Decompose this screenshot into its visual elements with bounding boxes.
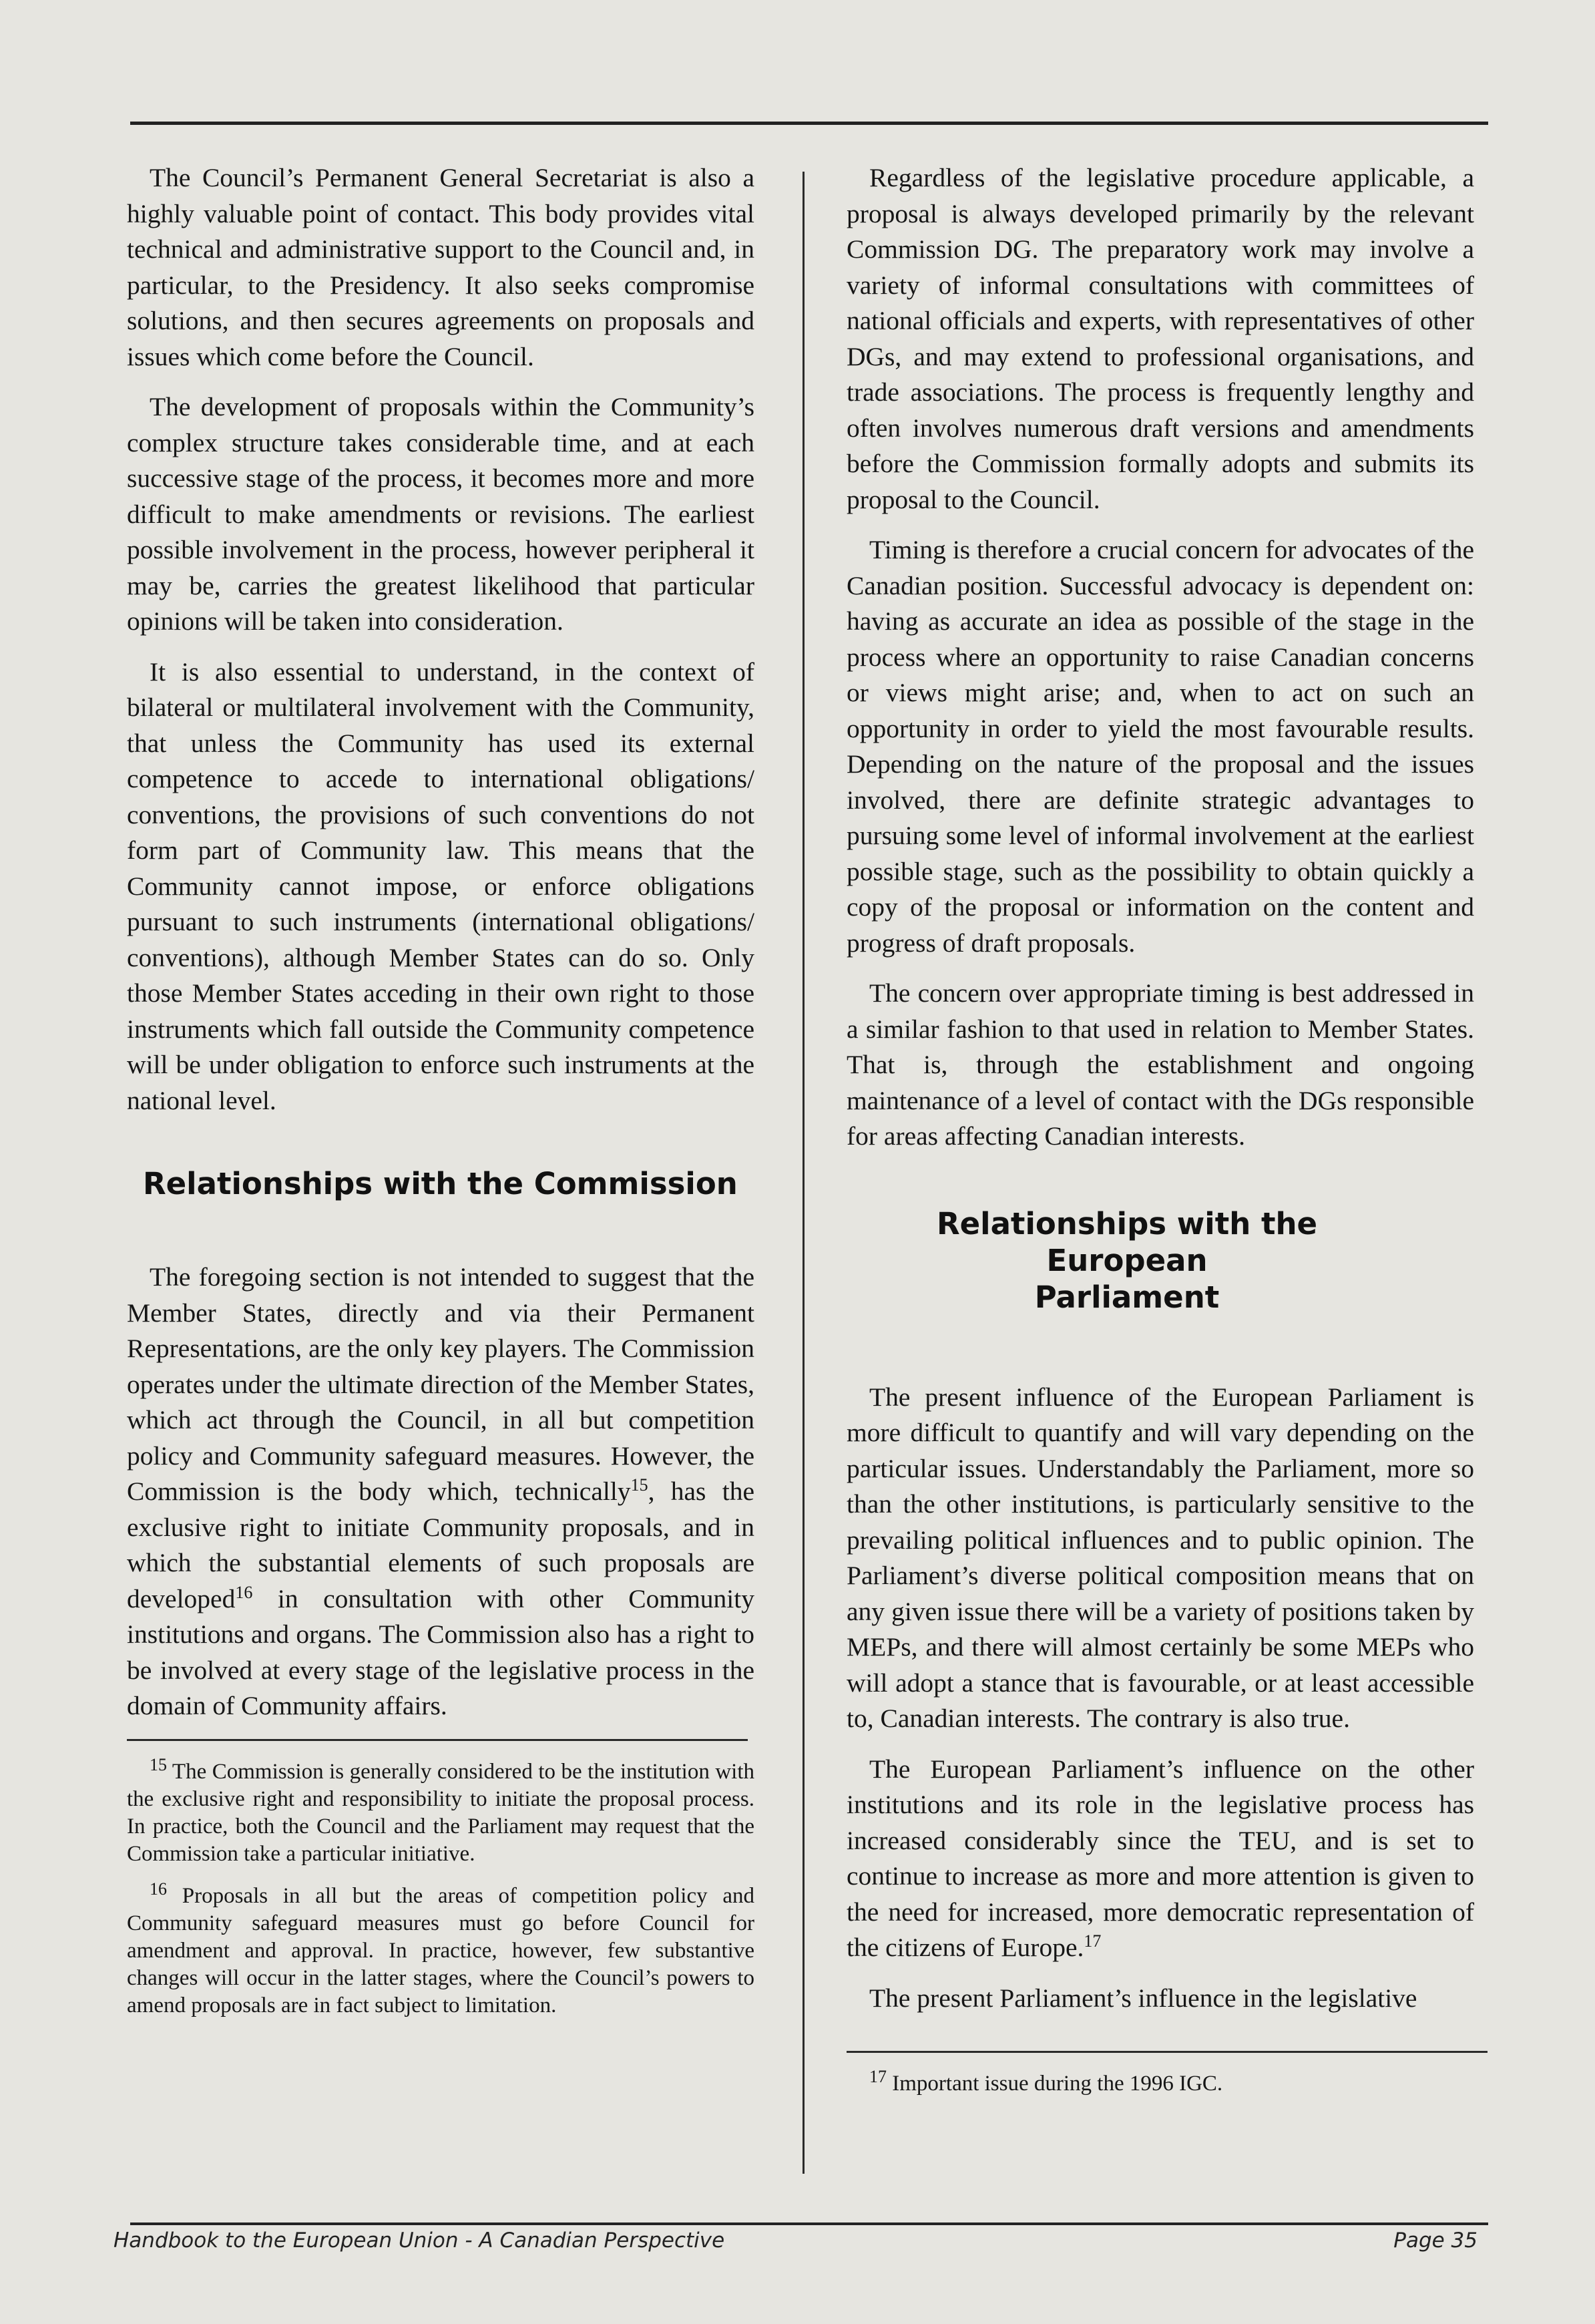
paragraph: The foregoing section is not intended to suggest that the Member States, directly and via their Permanent Representations, are the only key players. The Commission operates under the ultimate direction of the Member States, which act through the Council, in all but competition policy and Community safeguard measures. However, the Commission is the body which, technically$^{15}$, has the exclusive right to initiate Community proposals, and in which the substantial elements of such proposals are developed$^{16}$ in consultation with other Community institutions and organs. The Commission also has a right to be involved at every stage of the legislative process in the domain of Community affairs. [127,1262,754,1720]
right-column [847,160,1474,2112]
paragraph: The present Parliament’s influence in the legislative [869,1983,1417,2013]
paragraph: The concern over appropriate timing is best addressed in a similar fashion to that used in relation to Member States. That is, through the establishment and ongoing maintenance of a level of contact with the DGs responsible for areas affecting Canadian interests. [847,978,1474,1151]
footnote-ref: 17 [1084,1931,1102,1951]
footnotes [127,1754,754,2019]
footnote-15: $^{15}$ The Commission is generally considered to be the institution with the exclusive right and responsibility to initiate the proposal process. In practice, both the Council and the Parliament may request that the Commission take a particular initiative. [127,1754,754,1866]
bottom-rule [130,2222,1488,2225]
paragraph: The Council’s Permanent General Secretariat is also a highly valuable point of contact. This body provides vital technical and administrative support to the Council and, in particular, to the Presidency. It also seeks compromise solutions, and then secures agreements on proposals and issues which come before the Council. [127,163,754,371]
left-column [127,160,754,2034]
paragraph: The development of proposals within the Community’s complex structure takes considerable time, and at each successive stage of the process, it becomes more and more difficult to make amendments or revisions. The earliest possible involvement in the process, however peripheral it may be, carries the greatest likelihood that particular opinions will be taken into consideration. [127,392,754,636]
footnote-16: $^{16}$ Proposals in all but the areas of competition policy and Community safeguard measures must go before Council for amendment and approval. In practice, however, few substantive changes will occur in the latter stages, where the Council’s powers to amend proposals are in fact subject to limitation. [127,1879,754,2017]
page-number: Page 35 [1393,2229,1477,2253]
paragraph: Regardless of the legislative procedure applicable, a proposal is always developed primarily by the relevant Commission DG. The preparatory work may involve a variety of informal consultations with committees of national officials and experts, with representatives of other DGs, and may extend to professional organisations, and trade associations. The process is frequently lengthy and often involves numerous draft versions and amendments before the Commission formally adopts and submits its proposal to the Council. [847,163,1474,514]
section-heading-commission: Relationships with the Commission [143,1166,738,1201]
footnote-rule [127,1739,748,1741]
paragraph: It is also essential to understand, in the context of bilateral or multilateral involvement with the Community, that unless the Community has used its external competence to accede to international obligations/ conventions, the provisions of such conventions do not form part of Community law. This means that the Community cannot impose, or enforce obligations pursuant to such instruments (international obligations/ conventions), although Member States can do so. Only those Member States acceding in their own right to those instruments which fall outside the Community competence will be under obligation to enforce such instruments at the national level. [127,656,754,1115]
footer-title: Handbook to the European Union - A Canadian Perspective [113,2229,725,2253]
paragraph: Timing is therefore a crucial concern for advocates of the Canadian position. Successful advocacy is dependent on: having as accurate an idea as possible of the stage in the process where an opportunity to raise Canadian concerns or views might arise; and, when to act on such an opportunity in order to yield the most favourable results. Depending on the nature of the proposal and the issues involved, there are definite strategic advantages to pursuing some level of informal involvement at the earliest possible stage, such as the possibility to obtain quickly a copy of the proposal or information on the content and progress of draft proposals. [847,535,1474,958]
column-divider [803,172,805,2174]
footnote-rule [847,2051,1488,2053]
footnote-ref: 16 [235,1582,253,1602]
section-heading-parliament: Relationships with the European Parliament [936,1205,1318,1315]
footnote-ref: 15 [630,1475,648,1495]
footnote-17: $^{17}$ Important issue during the 1996 IGC. [869,2067,1223,2096]
top-rule [130,122,1488,125]
footnotes [847,2067,1474,2098]
paragraph: The European Parliament’s influence on the other institutions and its role in the legislative process has increased considerably since the TEU, and is set to continue to increase as more and more attention is given to the need for increased, more democratic representation of the citizens of Europe.$^{17}$ [847,1754,1474,1962]
paragraph: The present influence of the European Parliament is more difficult to quantify and will vary depending on the particular issues. Understandably the Parliament, more so than the other institutions, is particularly sensitive to the prevailing political influences and to public opinion. The Parliament’s diverse political composition means that on any given issue there will be a variety of positions taken by MEPs, and there will almost certainly be some MEPs who will adopt a stance that is favourable, or at least accessible to, Canadian interests. The contrary is also true. [847,1382,1474,1733]
